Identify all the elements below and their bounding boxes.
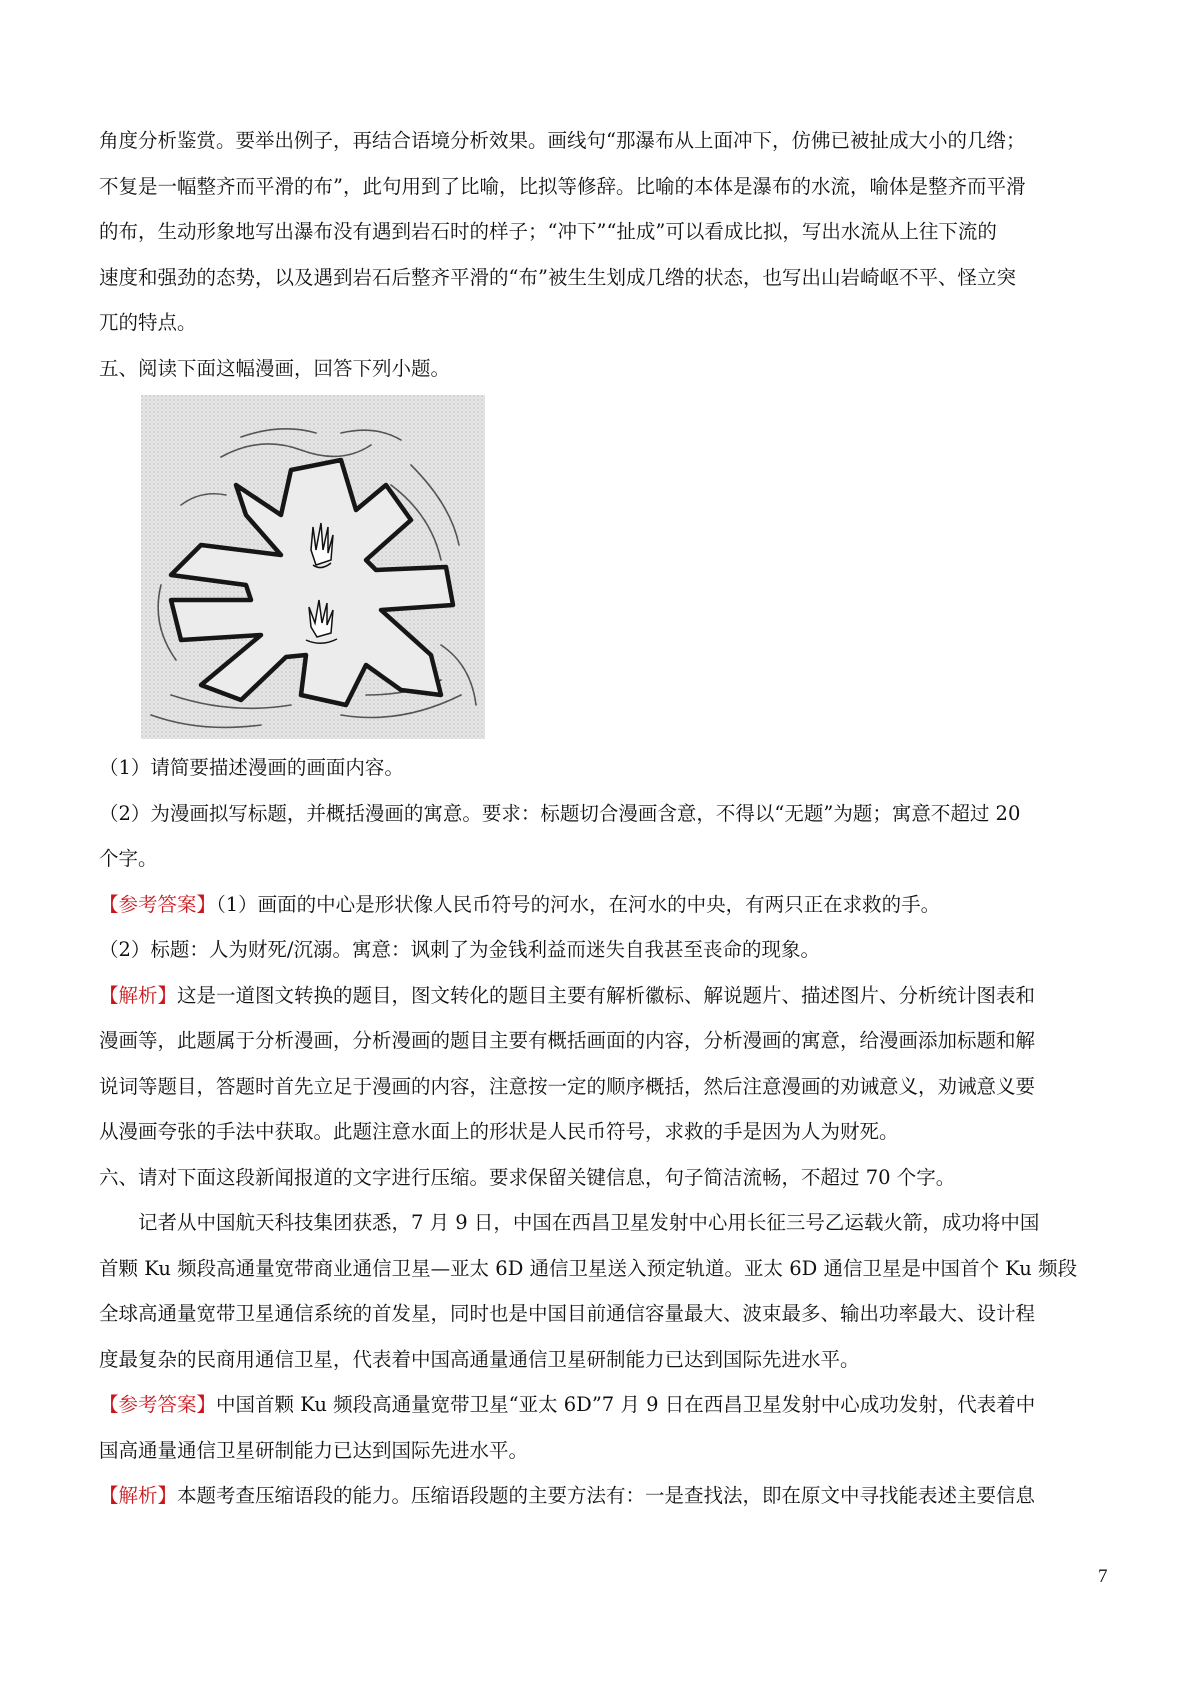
text-line: 兀的特点。: [99, 311, 197, 334]
passage-line: 度最复杂的民商用通信卫星，代表着中国高通量通信卫星研制能力已达到国际先进水平。: [99, 1347, 860, 1371]
analysis-label: 【解析】: [99, 983, 178, 1007]
text-line: 不复是一幅整齐而平滑的布”，此句用到了比喻，比拟等修辞。比喻的本体是瀑布的水流，喻体是整齐而平滑: [99, 174, 1026, 198]
answer-line: [99, 1382, 1111, 1428]
text-line: 个字。: [99, 847, 158, 870]
analysis-line: 从漫画夸张的手法中获取。此题注意水面上的形状是人民币符号，求救的手是因为人为财死。: [99, 1120, 899, 1143]
answer-line: 国高通量通信卫星研制能力已达到国际先进水平。: [99, 1438, 529, 1462]
answer-text: 中国首颗 Ku 频段高通量宽带卫星“亚太 6D”7 月 9 日在西昌卫星发射中心成功发射，代表着中: [216, 1393, 1036, 1416]
answer-label: 【参考答案】: [99, 1393, 217, 1416]
answer-line: （2）标题：人为财死/沉溺。寓意：讽刺了为金钱利益而迷失自我甚至丧命的现象。: [99, 938, 820, 961]
question-5-heading: 五、阅读下面这幅漫画，回答下列小题。: [99, 356, 451, 380]
analysis-text: 本题考查压缩语段的能力。压缩语段题的主要方法有：一是查找法，即在原文中寻找能表述主要信息: [177, 1484, 1036, 1507]
analysis-line: [99, 973, 1111, 1019]
analysis-line: [99, 1473, 1111, 1519]
passage-line: 记者从中国航天科技集团获悉，7 月 9 日，中国在西昌卫星发射中心用长征三号乙运载火箭，成功将中国: [138, 1211, 1040, 1234]
analysis-text: 这是一道图文转换的题目，图文转化的题目主要有解析徽标、解说题片、描述图片、分析统计图表和: [177, 983, 1036, 1007]
passage-line: 全球高通量宽带卫星通信系统的首发星，同时也是中国目前通信容量最大、波束最多、输出功率最大、设计程: [99, 1302, 1036, 1325]
passage-line: 首颗 Ku 频段高通量宽带商业通信卫星—亚太 6D 通信卫星送入预定轨道。亚太 6D 通信卫星是中国首个 Ku 频段: [99, 1256, 1078, 1280]
question-5-sub-1: （1）请简要描述漫画的画面内容。: [99, 756, 404, 779]
text-line: 速度和强劲的态势，以及遇到岩石后整齐平滑的“布”被生生划成几绺的状态，也写出山岩崎岖不平、怪立突: [99, 265, 1016, 289]
answer-text: （1）画面的中心是形状像人民币符号的河水，在河水的中央，有两只正在求救的手。: [216, 892, 941, 916]
analysis-label: 【解析】: [99, 1484, 178, 1507]
analysis-line: 漫画等，此题属于分析漫画，分析漫画的题目主要有概括画面的内容，分析漫画的寓意，给漫画添加标题和解: [99, 1029, 1036, 1052]
question-6-heading: 六、请对下面这段新闻报道的文字进行压缩。要求保留关键信息，句子简洁流畅，不超过 70 个字。: [99, 1165, 956, 1189]
text-line: 角度分析鉴赏。要举出例子，再结合语境分析效果。画线句“那瀑布从上面冲下，仿佛已被扯成大小的几绺；: [99, 129, 1026, 152]
text-line: 的布，生动形象地写出瀑布没有遇到岩石时的样子；“冲下”“扯成”可以看成比拟，写出水流从上往下流的: [99, 220, 997, 243]
page-number: 7: [1098, 1566, 1108, 1587]
cartoon-image: [141, 395, 485, 739]
answer-label: 【参考答案】: [99, 892, 217, 916]
answer-line: [99, 882, 1111, 928]
document-body: [99, 118, 1111, 1519]
analysis-line: 说词等题目，答题时首先立足于漫画的内容，注意按一定的顺序概括，然后注意漫画的劝诫意义，劝诫意义要: [99, 1074, 1036, 1098]
question-5-sub-2: （2）为漫画拟写标题，并概括漫画的寓意。要求：标题切合漫画含意，不得以“无题”为题；寓意不超过 20: [99, 801, 1021, 825]
